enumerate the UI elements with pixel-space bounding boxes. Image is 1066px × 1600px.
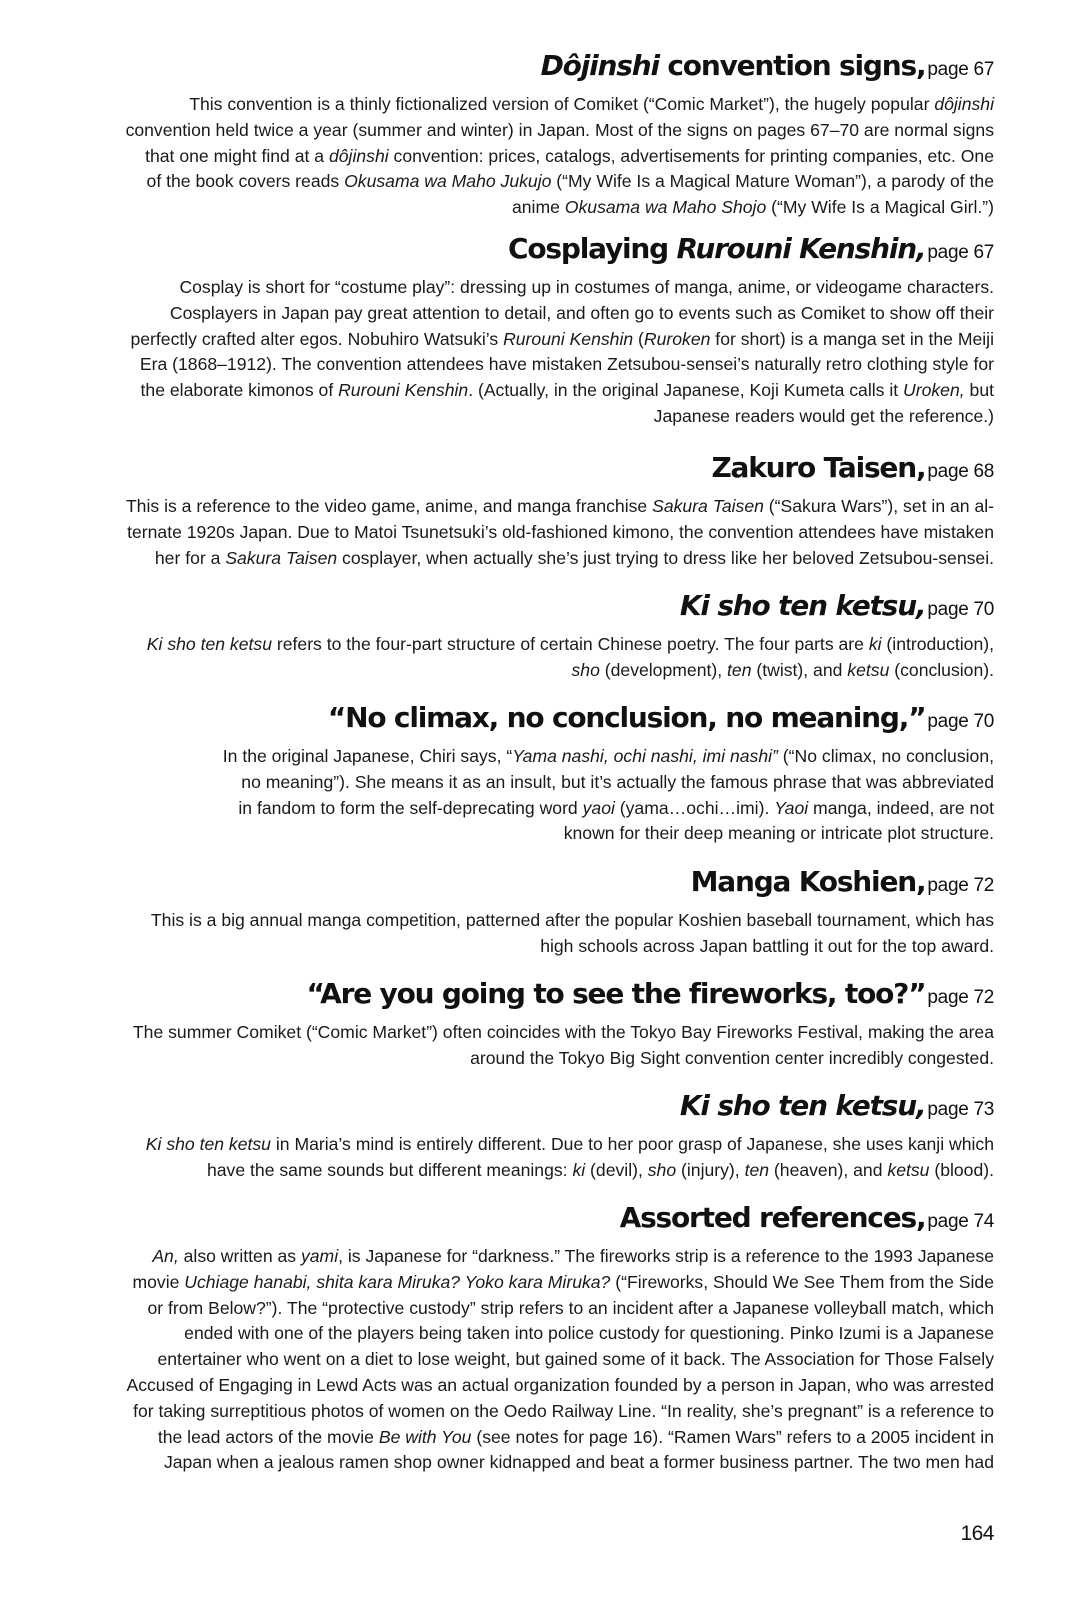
note-fireworks — [40, 978, 994, 1072]
note-heading — [40, 590, 994, 626]
note-heading — [40, 702, 994, 738]
note-heading — [40, 452, 994, 488]
text-run: movie — [132, 1271, 185, 1292]
italic-text-run: Rurouni Kenshin — [503, 328, 634, 349]
text-run: In the original Japanese, Chiri says, “ — [222, 746, 513, 766]
text-run: (injury), — [676, 1159, 745, 1180]
text-line — [40, 195, 994, 221]
note-ki-sho-ten-ketsu-73 — [40, 1090, 994, 1184]
text-line — [40, 1046, 994, 1072]
italic-text-run: Ruroken — [643, 328, 711, 349]
text-run: Cosplaying — [508, 232, 677, 265]
note-ki-sho-ten-ketsu-70 — [40, 590, 994, 684]
text-run: (“No climax, no conclusion, — [777, 746, 994, 766]
text-line — [40, 1347, 994, 1373]
text-run: (“My Wife Is a Magical Mature Woman”), a parody of the — [551, 171, 994, 192]
italic-text-run: An, — [152, 1246, 179, 1266]
text-run: (yama…ochi…imi). — [614, 797, 775, 818]
note-no-climax — [40, 702, 994, 847]
text-line — [40, 275, 994, 301]
italic-text-run: yami — [300, 1246, 339, 1266]
italic-text-run: Ki sho ten ketsu, — [679, 589, 926, 622]
italic-text-run: Okusama wa Maho Shojo — [564, 197, 767, 218]
text-run: ( — [633, 328, 644, 349]
text-run: convention held twice a year (summer and winter) in Japan. Most of the signs on pages 67–70 are normal signs — [125, 119, 994, 140]
text-line — [40, 934, 994, 960]
text-line — [40, 144, 994, 170]
page-reference: page 67 — [927, 242, 994, 263]
italic-text-run: Sakura Taisen — [652, 496, 764, 516]
italic-text-run: Yama nashi, ochi nashi, imi nashi” — [512, 746, 778, 766]
text-run: “Are you going to see the fireworks, too?” — [306, 977, 926, 1010]
text-run: Japan when a jealous ramen shop owner kidnapped and beat a former business partner. The two men had — [163, 1452, 994, 1473]
text-run: Zakuro Taisen, — [711, 451, 926, 484]
text-run: no meaning”). She means it as an insult, but it’s actually the famous phrase that was abbreviated — [241, 771, 994, 792]
italic-text-run: Ki sho ten ketsu, — [679, 1089, 926, 1122]
text-line — [40, 1373, 994, 1399]
text-line — [40, 1020, 994, 1046]
page-number: 164 — [960, 1522, 994, 1545]
text-run: (heaven), and — [769, 1159, 888, 1180]
italic-text-run: dôjinshi — [934, 94, 994, 114]
text-run: . (Actually, in the original Japanese, Koji Kumeta calls it — [468, 380, 904, 401]
text-run: (development), — [599, 659, 728, 680]
text-line — [40, 494, 994, 520]
text-run: (“My Wife Is a Magical Girl.”) — [766, 197, 994, 218]
note-body — [40, 1132, 994, 1184]
text-line — [40, 796, 994, 822]
text-run: that one might find at a — [145, 145, 329, 166]
text-line — [40, 118, 994, 144]
note-body — [40, 1244, 994, 1476]
page-reference: page 72 — [927, 987, 994, 1008]
text-line — [40, 1321, 994, 1347]
note-manga-koshien — [40, 866, 994, 960]
text-run: (“Fireworks, Should We See Them from the Side — [610, 1271, 994, 1292]
note-body — [40, 908, 994, 960]
note-zakuro-taisen — [40, 452, 994, 571]
note-body — [40, 744, 994, 847]
text-run: perfectly crafted alter egos. Nobuhiro Watsuki’s — [130, 328, 504, 349]
italic-text-run: dôjinshi — [328, 145, 389, 166]
text-run: (conclusion). — [889, 659, 994, 680]
text-run: high schools across Japan battling it out for the top award. — [540, 935, 994, 956]
text-line — [40, 169, 994, 195]
text-line — [40, 1450, 994, 1476]
italic-text-run: Uchiage hanabi, shita kara Miruka? Yoko kara Miruka? — [184, 1271, 611, 1292]
text-run: anime — [511, 197, 565, 218]
text-run: refers to the four-part structure of certain Chinese poetry. The four parts are — [271, 634, 869, 654]
text-line — [40, 327, 994, 353]
note-heading — [40, 1090, 994, 1126]
italic-text-run: ki — [572, 1159, 586, 1180]
text-line — [40, 1132, 994, 1158]
text-run: but — [964, 380, 994, 401]
italic-text-run: Rurouni Kenshin — [338, 380, 469, 401]
italic-text-run: ten — [727, 659, 752, 680]
text-line — [40, 908, 994, 934]
page-reference: page 73 — [927, 1099, 994, 1120]
note-body — [40, 1020, 994, 1072]
text-run: Cosplayers in Japan pay great attention to detail, and often go to events such as Comiket to show off their — [169, 302, 994, 323]
text-line — [40, 301, 994, 327]
text-line — [40, 1270, 994, 1296]
note-dojinshi-convention-signs — [40, 50, 994, 221]
italic-text-run: Okusama wa Maho Jukujo — [344, 171, 552, 192]
text-line — [40, 352, 994, 378]
italic-text-run: Ki sho ten ketsu — [146, 634, 272, 654]
text-run: the lead actors of the movie — [157, 1426, 379, 1447]
italic-text-run: Sakura Taisen — [225, 547, 338, 568]
text-line — [40, 1296, 994, 1322]
text-run: known for their deep meaning or intricate plot structure. — [563, 823, 994, 844]
text-run: entertainer who went on a diet to lose weight, but gained some of it back. The Association for Those Falsely — [157, 1349, 994, 1370]
text-run: also written as — [178, 1246, 301, 1266]
text-line — [40, 1158, 994, 1184]
text-run: her for a — [154, 547, 226, 568]
italic-text-run: ki — [868, 634, 882, 654]
text-line — [40, 744, 994, 770]
text-run: The summer Comiket (“Comic Market”) often coincides with the Tokyo Bay Fireworks Festival, making the area — [132, 1022, 994, 1042]
italic-text-run: ten — [744, 1159, 770, 1180]
text-run: This convention is a thinly fictionalized version of Comiket (“Comic Market”), the hugely popular — [189, 94, 935, 114]
text-line — [40, 520, 994, 546]
text-run: Cosplay is short for “costume play”: dressing up in costumes of manga, anime, or videogame characters. — [179, 277, 994, 297]
note-body — [40, 92, 994, 221]
text-run: Japanese readers would get the reference.) — [653, 405, 994, 426]
text-run: (blood). — [929, 1159, 994, 1180]
text-line — [40, 1399, 994, 1425]
text-run: cosplayer, when actually she’s just trying to dress like her beloved Zetsubou-sensei. — [337, 547, 994, 568]
note-heading — [40, 1202, 994, 1238]
text-line — [40, 378, 994, 404]
heading-italic-part: Dôjinshi — [540, 49, 659, 82]
text-run: Accused of Engaging in Lewd Acts was an actual organization founded by a person in Japan, who was arrested — [126, 1374, 994, 1395]
italic-text-run: sho — [571, 659, 600, 680]
text-run: in fandom to form the self-deprecating word — [238, 797, 583, 818]
text-run: (introduction), — [881, 634, 994, 654]
text-run: manga, indeed, are not — [808, 797, 994, 818]
page-reference: page 70 — [927, 599, 994, 620]
italic-text-run: Uroken, — [903, 380, 965, 401]
note-heading — [40, 233, 994, 269]
text-run: ternate 1920s Japan. Due to Matoi Tsunetsuki’s old-fashioned kimono, the convention attendees have mistaken — [127, 521, 994, 542]
text-run: have the same sounds but different meanings: — [206, 1159, 573, 1180]
italic-text-run: Be with You — [378, 1426, 472, 1447]
page-reference: page 72 — [927, 875, 994, 896]
italic-text-run: Rurouni Kenshin, — [676, 232, 926, 265]
italic-text-run: ketsu — [887, 1159, 930, 1180]
italic-text-run: sho — [647, 1159, 677, 1180]
text-run: the elaborate kimonos of — [140, 380, 339, 401]
text-run: , is Japanese for “darkness.” The fireworks strip is a reference to the 1993 Japanese — [338, 1246, 994, 1266]
note-heading — [40, 866, 994, 902]
note-heading — [40, 50, 994, 86]
italic-text-run: ketsu — [847, 659, 890, 680]
italic-text-run: Yaoi — [774, 797, 809, 818]
page-reference: page 74 — [927, 1211, 994, 1232]
page-reference: page 70 — [927, 711, 994, 732]
text-run: in Maria’s mind is entirely different. Due to her poor grasp of Japanese, she uses kanji which — [270, 1134, 994, 1154]
text-run: (see notes for page 16). “Ramen Wars” refers to a 2005 incident in — [471, 1426, 994, 1447]
text-run: ended with one of the players being taken into police custody for questioning. Pinko Izumi is a Japanese — [184, 1323, 994, 1344]
text-run: (“Sakura Wars”), set in an al- — [763, 496, 994, 516]
note-heading — [40, 978, 994, 1014]
text-run: Manga Koshien, — [690, 865, 926, 898]
text-line — [40, 821, 994, 847]
note-cosplaying-rurouni-kenshin — [40, 233, 994, 430]
heading-part: convention signs, — [658, 49, 926, 82]
text-run: Era (1868–1912). The convention attendees have mistaken Zetsubou-sensei’s naturally retro clothing style for — [139, 354, 994, 375]
text-line — [40, 404, 994, 430]
text-run: (devil), — [585, 1159, 648, 1180]
text-run: “No climax, no conclusion, no meaning,” — [327, 701, 926, 734]
text-run: for short) is a manga set in the Meiji — [710, 328, 994, 349]
text-run: (twist), and — [751, 659, 848, 680]
text-run: Assorted references, — [619, 1201, 926, 1234]
text-run: for taking surreptitious photos of women on the Oedo Railway Line. “In reality, she’s pregnant” is a reference to — [133, 1400, 994, 1421]
note-body — [40, 275, 994, 430]
note-body — [40, 632, 994, 684]
text-run: This is a reference to the video game, anime, and manga franchise — [125, 496, 653, 516]
text-run: around the Tokyo Big Sight convention center incredibly congested. — [470, 1047, 994, 1068]
text-line — [40, 546, 994, 572]
text-line — [40, 632, 994, 658]
text-line — [40, 92, 994, 118]
text-line — [40, 770, 994, 796]
note-assorted-references — [40, 1202, 994, 1476]
text-run: of the book covers reads — [146, 171, 345, 192]
page-reference: page 67 — [927, 59, 994, 80]
text-line — [40, 658, 994, 684]
page-reference: page 68 — [927, 461, 994, 482]
text-line — [40, 1425, 994, 1451]
text-run: This is a big annual manga competition, patterned after the popular Koshien baseball tournament, which has — [150, 910, 994, 930]
document-page — [40, 0, 994, 1600]
italic-text-run: yaoi — [582, 797, 615, 818]
text-line — [40, 1244, 994, 1270]
text-run: or from Below?”). The “protective custody” strip refers to an incident after a Japanese volleyball match, which — [147, 1297, 994, 1318]
note-body — [40, 494, 994, 571]
text-run: convention: prices, catalogs, advertisements for printing companies, etc. One — [388, 145, 994, 166]
italic-text-run: Ki sho ten ketsu — [145, 1134, 271, 1154]
